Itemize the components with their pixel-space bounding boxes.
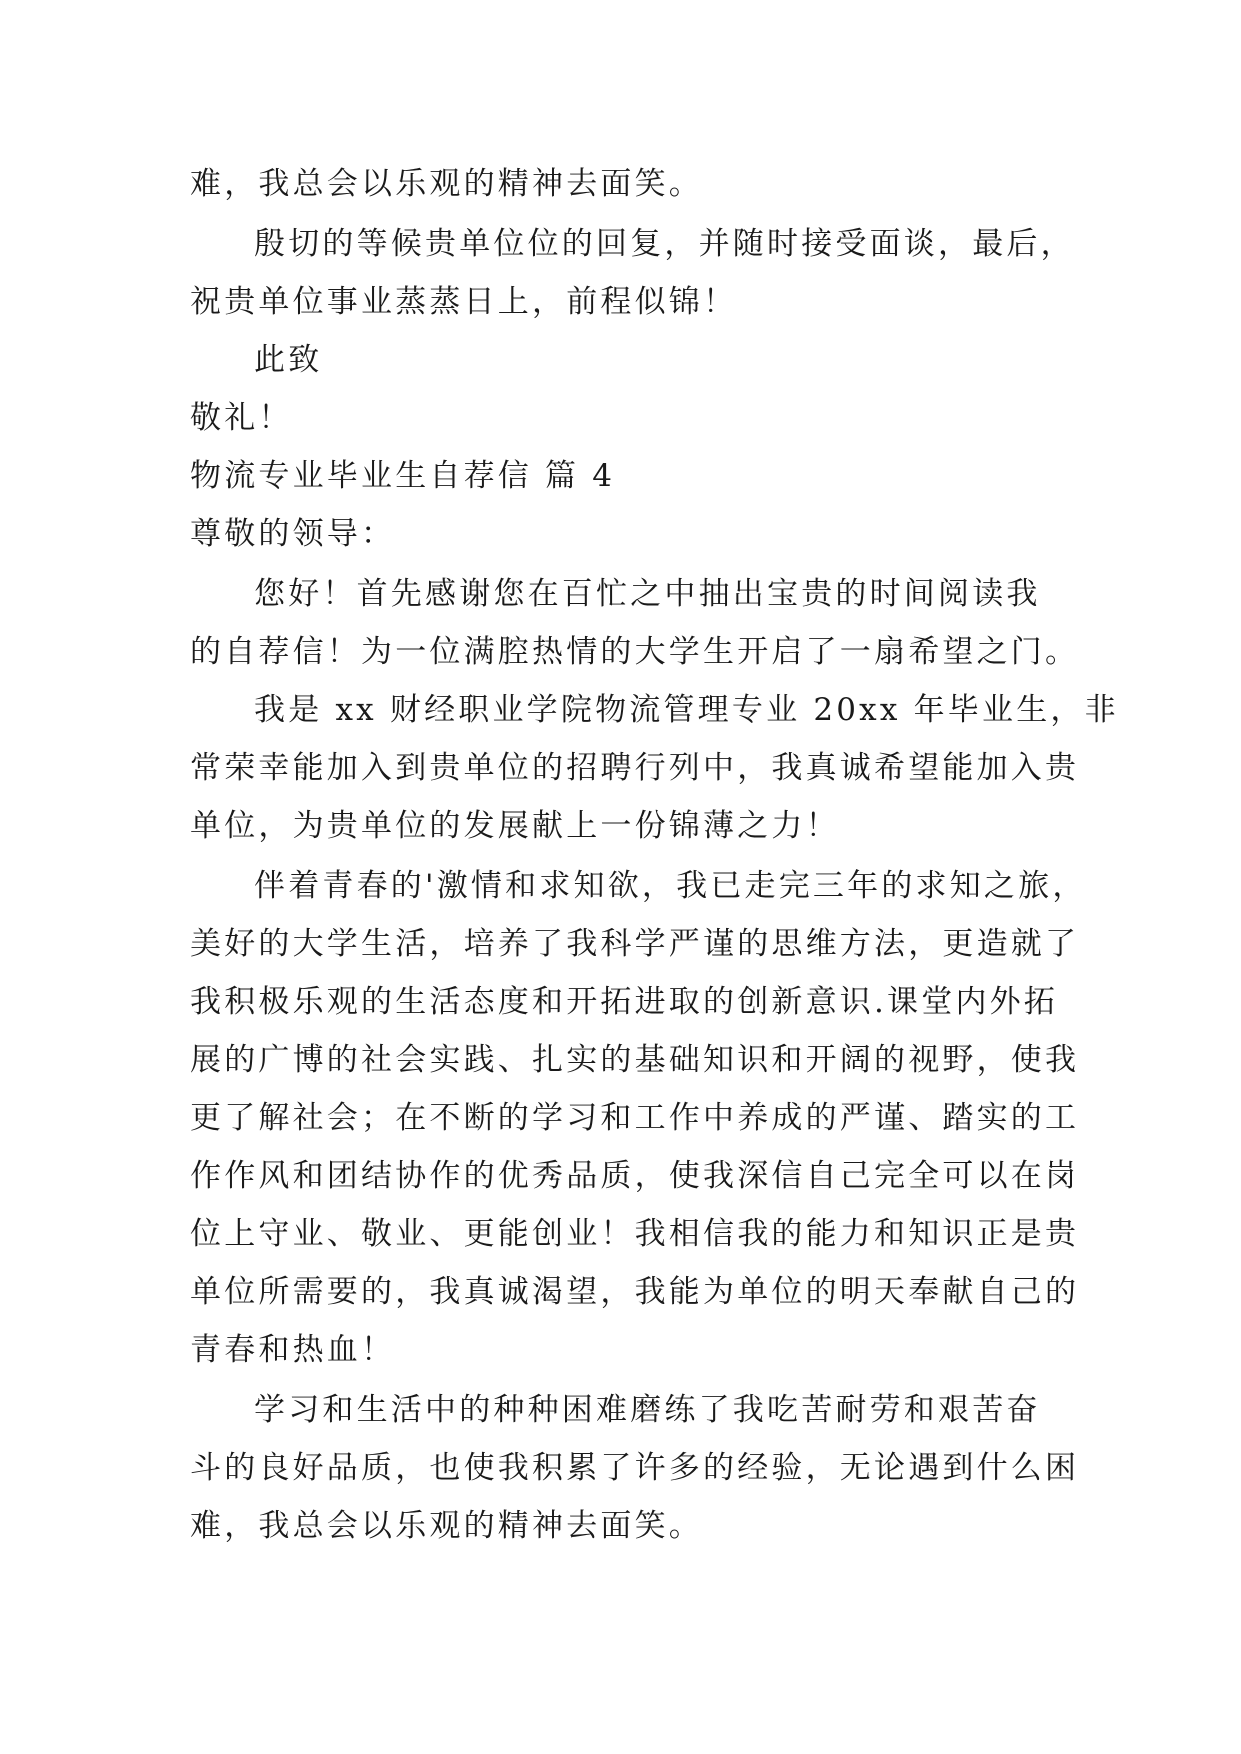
- text-line: 难，我总会以乐观的精神去面笑。: [190, 1508, 703, 1544]
- text-line: 展的广博的社会实践、扎实的基础知识和开阔的视野，使我: [190, 1042, 1080, 1078]
- text-line: 的自荐信！为一位满腔热情的大学生开启了一扇希望之门。: [190, 634, 1080, 670]
- closing-salutation: 敬礼！: [190, 400, 293, 436]
- greeting: 尊敬的领导：: [190, 516, 396, 552]
- text-line: 位上守业、敬业、更能创业！我相信我的能力和知识正是贵: [190, 1216, 1080, 1252]
- text-line: 难，我总会以乐观的精神去面笑。: [190, 166, 703, 202]
- text-line: 我是 xx 财经职业学院物流管理专业 20xx 年毕业生，非: [254, 692, 1119, 728]
- text-line: 作作风和团结协作的优秀品质，使我深信自己完全可以在岗: [190, 1158, 1080, 1194]
- text-line: 更了解社会；在不断的学习和工作中养成的严谨、踏实的工: [190, 1100, 1080, 1136]
- text-line: 学习和生活中的种种困难磨练了我吃苦耐劳和艰苦奋: [254, 1392, 1041, 1428]
- text-line: 伴着青春的'激情和求知欲，我已走完三年的求知之旅，: [254, 868, 1087, 904]
- text-line: 祝贵单位事业蒸蒸日上，前程似锦！: [190, 284, 738, 320]
- closing-salutation: 此致: [254, 342, 323, 378]
- text-line: 我积极乐观的生活态度和开拓进取的创新意识.课堂内外拓: [190, 984, 1059, 1020]
- section-title: 物流专业毕业生自荐信 篇 4: [190, 458, 616, 494]
- text-line: 您好！首先感谢您在百忙之中抽出宝贵的时间阅读我: [254, 576, 1041, 612]
- text-line: 单位所需要的，我真诚渴望，我能为单位的明天奉献自己的: [190, 1274, 1080, 1310]
- text-line: 常荣幸能加入到贵单位的招聘行列中，我真诚希望能加入贵: [190, 750, 1080, 786]
- text-line: 殷切的等候贵单位位的回复，并随时接受面谈，最后，: [254, 226, 1075, 262]
- text-line: 斗的良好品质，也使我积累了许多的经验，无论遇到什么困: [190, 1450, 1080, 1486]
- text-line: 美好的大学生活，培养了我科学严谨的思维方法，更造就了: [190, 926, 1080, 962]
- text-line: 单位，为贵单位的发展献上一份锦薄之力！: [190, 808, 840, 844]
- text-line: 青春和热血！: [190, 1332, 396, 1368]
